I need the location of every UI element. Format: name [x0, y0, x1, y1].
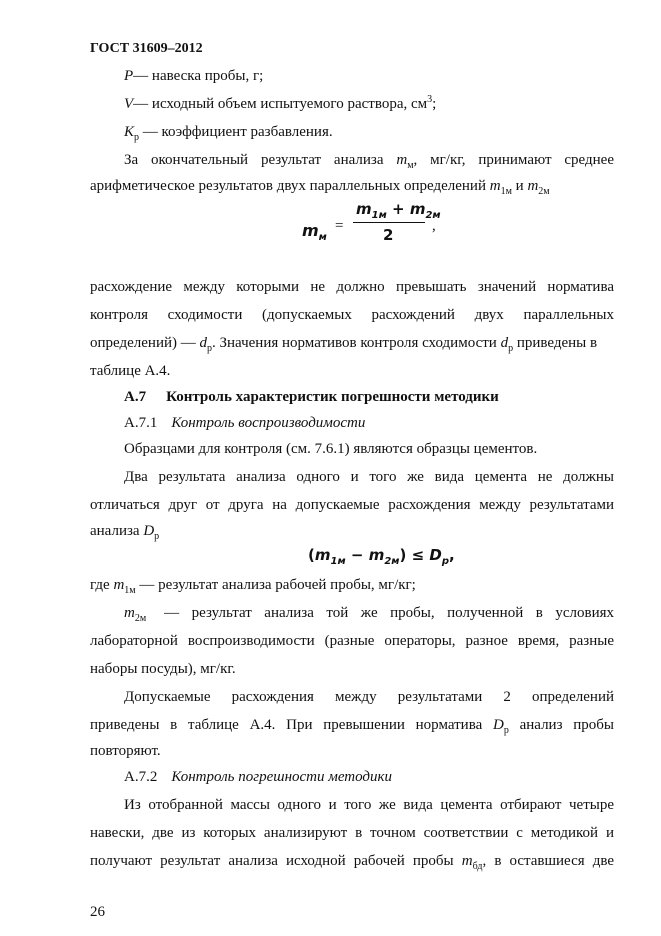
- formula2-open-paren: (: [308, 546, 315, 564]
- formula1-equals: =: [335, 218, 344, 234]
- para2-text-a: определений) —: [90, 335, 196, 351]
- where-m1: [90, 575, 614, 595]
- formula1-num-b-sub: 2м: [425, 210, 441, 221]
- paragraph-5-line-1: Допускаемые расхождения между результатами 2 определений: [124, 689, 614, 705]
- para2-sym-d1: d: [199, 335, 207, 351]
- formula1-num-b: m: [409, 200, 426, 218]
- formula2-close-paren: ): [399, 546, 407, 564]
- section-a7-heading: [124, 387, 614, 407]
- definition-k-text: — коэффициент разбавления.: [139, 124, 333, 140]
- paragraph-2-line-3: [90, 333, 614, 353]
- para5-sym-sub: р: [503, 725, 509, 736]
- para2-sym-d2-sub: р: [508, 343, 514, 354]
- definition-v-text: — исходный объем испытуемого раствора, см: [133, 96, 428, 112]
- where1-sym: m: [113, 577, 125, 593]
- formula2-le: ≤: [411, 546, 425, 564]
- para1-m1-sub: 1м: [500, 186, 512, 197]
- para4-sym-sub: р: [154, 531, 160, 542]
- para4-text: анализа: [90, 523, 140, 539]
- definition-v: [124, 94, 614, 114]
- paragraph-4-line-2: отличаться друг от друга на допускаемые расхождения между результатами: [90, 497, 614, 513]
- definition-p: [124, 66, 614, 86]
- formula2-m1-sub: 1м: [330, 556, 346, 567]
- formula2-minus: −: [350, 546, 364, 564]
- formula1-num-a-sub: 1м: [371, 210, 387, 221]
- para5-text-b: анализ пробы: [508, 717, 614, 733]
- where1-sub: 1м: [124, 585, 136, 596]
- formula2-dr: D: [429, 546, 442, 564]
- para1-and: и: [511, 178, 528, 194]
- para1-m2: m: [527, 178, 539, 194]
- formula1-lhs-sub: м: [318, 232, 327, 244]
- section-a72-heading: [124, 767, 614, 787]
- paragraph-1-line-2: [90, 176, 614, 196]
- paragraph-5-line-2: [90, 715, 614, 735]
- section-a7-title: Контроль характеристик погрешности методики: [166, 389, 499, 405]
- where2-sub: 2м: [134, 613, 147, 624]
- where1-text: — результат анализа рабочей пробы, мг/кг;: [135, 577, 416, 593]
- para1-sym: m: [396, 152, 408, 168]
- formula1-num-a: m: [356, 200, 372, 218]
- formula1-plus: +: [392, 200, 405, 218]
- formula1-lhs: [302, 221, 327, 244]
- formula1-denominator: 2: [383, 226, 394, 244]
- para1-text-b: , мг/кг, принимают среднее: [413, 152, 614, 168]
- paragraph-2-line-2: контроля сходимости (допускаемых расхождений двух параллельных: [90, 307, 614, 323]
- para2-sym-d1-sub: р: [207, 343, 212, 354]
- definition-p-text: — навеска пробы, г;: [133, 68, 264, 84]
- symbol-v: V: [124, 96, 134, 112]
- para2-text-c: приведены в: [513, 335, 598, 351]
- formula2-m2-sub: 2м: [384, 556, 400, 567]
- formula-reproducibility: [308, 546, 455, 567]
- formula2-dr-sub: р: [441, 556, 449, 567]
- paragraph-2-line-4: таблице А.4.: [90, 363, 171, 379]
- para1-sym-sub: м: [407, 160, 414, 171]
- where2-text-1: — результат анализа той же пробы, полученной в условиях: [164, 605, 614, 621]
- paragraph-4-line-3: [90, 521, 614, 541]
- para2-sym-d2: d: [500, 335, 509, 351]
- section-a72-title: Контроль погрешности методики: [171, 769, 393, 785]
- section-a71-title: Контроль воспроизводимости: [171, 415, 366, 431]
- para6-text-a: получают результат анализа исходной рабочей пробы: [90, 853, 454, 869]
- definition-v-sup: 3: [427, 94, 433, 105]
- section-a71-heading: [124, 413, 614, 433]
- formula1-numerator: [356, 200, 441, 221]
- paragraph-4-line-1: Два результата анализа одного и того же вида цемента не должны: [124, 469, 614, 485]
- para2-text-b: . Значения нормативов контроля сходимости: [212, 335, 497, 351]
- symbol-p: P: [124, 68, 134, 84]
- formula1-lhs-sym: m: [302, 221, 319, 240]
- section-a71-number: А.7.1: [124, 415, 158, 431]
- document-code-header: ГОСТ 31609–2012: [90, 41, 203, 56]
- page-number: 26: [90, 904, 105, 920]
- where-m2-line-3: наборы посуды), мг/кг.: [90, 661, 236, 677]
- paragraph-5-line-3: повторяют.: [90, 743, 161, 759]
- section-a7-number: А.7: [124, 389, 147, 405]
- para1-text-a: За окончательный результат анализа: [124, 152, 384, 168]
- symbol-k-sub: р: [134, 132, 140, 143]
- para5-text-a: приведены в таблице А.4. При превышении норматива: [90, 717, 483, 733]
- paragraph-3: Образцами для контроля (см. 7.6.1) являются образцы цементов.: [124, 441, 538, 457]
- where-m2-line-1: [124, 603, 614, 623]
- para4-sym: D: [143, 523, 155, 539]
- symbol-k: K: [124, 124, 135, 140]
- para1-m1: m: [489, 178, 501, 194]
- para1-m2-sub: 2м: [538, 186, 550, 197]
- where-m2-line-2: лабораторной воспроизводимости (разные операторы, разное время, разные: [90, 633, 614, 649]
- paragraph-6-line-3: [90, 851, 614, 871]
- paragraph-2-line-1: расхождение между которыми не должно превышать значений норматива: [90, 279, 614, 295]
- para5-sym: D: [493, 717, 504, 733]
- para1-line2-text: арифметическое результатов двух параллельных определений: [90, 178, 486, 194]
- para6-sym-sub: бд: [472, 861, 483, 872]
- para6-text-b: , в оставшиеся две: [482, 853, 614, 869]
- para6-sym: m: [461, 853, 473, 869]
- paragraph-6-line-1: Из отобранной массы одного и того же вида цемента отбирают четыре: [124, 797, 614, 813]
- paragraph-6-line-2: навески, две из которых анализируют в точном соответствии с методикой и: [90, 825, 614, 841]
- formula2-m1: m: [314, 546, 331, 564]
- formula2-comma: ,: [449, 546, 455, 564]
- definition-k: [124, 122, 614, 142]
- definition-v-end: ;: [432, 96, 437, 112]
- formula1-comma: ,: [432, 218, 436, 234]
- section-a72-number: А.7.2: [124, 769, 158, 785]
- formula2-m2: m: [368, 546, 385, 564]
- paragraph-1-line-1: [124, 150, 614, 170]
- where1-pre: где: [90, 577, 110, 593]
- formula1-fraction-bar: [353, 222, 425, 223]
- where2-sym: m: [124, 605, 135, 621]
